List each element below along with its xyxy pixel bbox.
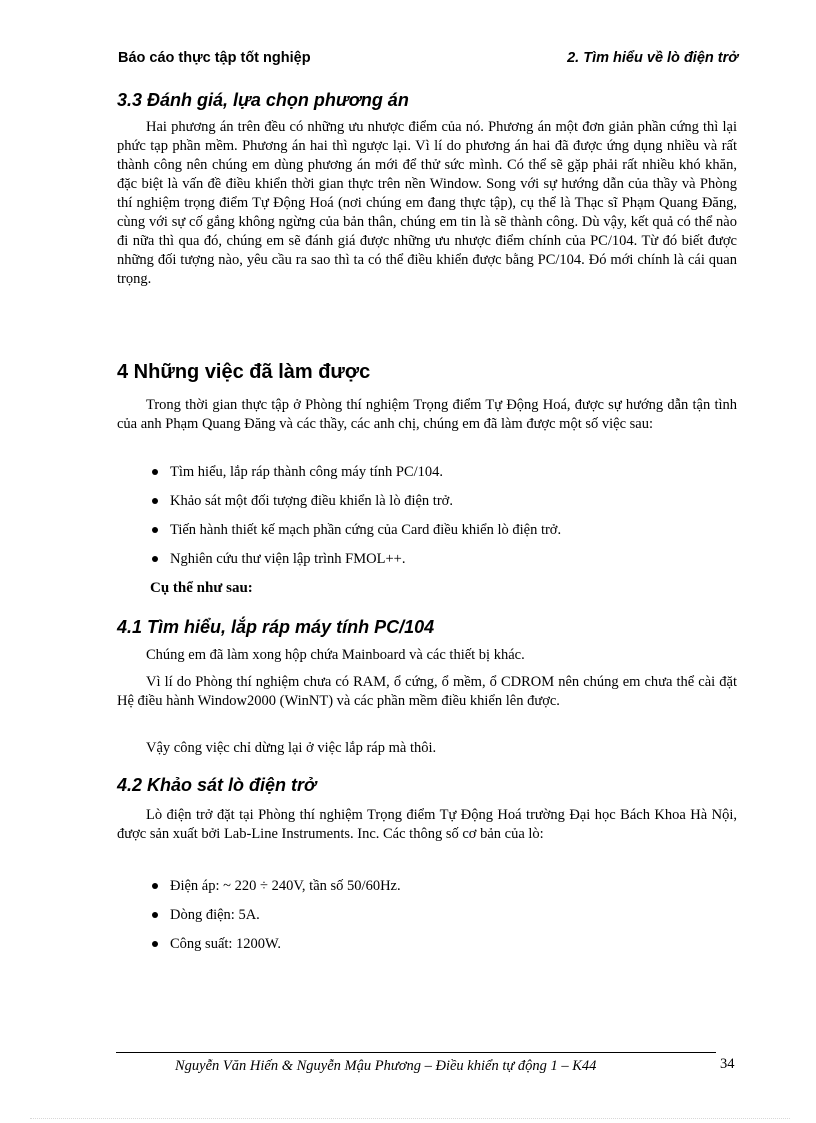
footer-divider (116, 1052, 716, 1053)
page-header (118, 50, 738, 70)
paragraph-4-2: Lò điện trở đặt tại Phòng thí nghiệm Trọng điểm Tự Động Hoá trường Đại học Bách Khoa Hà Nội, được sản xuất bởi Lab-Line Instruments. Inc. Các thông số cơ bản của lò: (117, 807, 737, 842)
paragraph-4-1-b: Vì lí do Phòng thí nghiệm chưa có RAM, ổ cứng, ổ mềm, ổ CDROM nên chúng em chưa thể cài đặt Hệ điều hành Window2000 (WinNT) và các phần mềm điều khiển lên được. (117, 674, 737, 709)
list-item: Dòng điện: 5A. (150, 906, 740, 935)
list-item: Tìm hiểu, lắp ráp thành công máy tính PC/104. (150, 463, 740, 492)
list-item: Điện áp: ~ 220 ÷ 240V, tần số 50/60Hz. (150, 877, 740, 906)
detail-label: Cụ thể như sau: (150, 580, 253, 596)
paragraph-3-3: Hai phương án trên đều có những ưu nhược điểm của nó. Phương án một đơn giản phần cứng thì lại phức tạp phần mềm. Phương án hai thì ngược lại. Vì lí do phương án hai đã được ứng dụng nhiều và rất thành công nên chúng em dùng phương án mới để thử sức mình. Có thể sẽ gặp phải rất nhiều khó khăn, đặc biệt là vấn đề điều khiển thời gian thực trên nền Window. Song với sự hướng dẫn của thầy và Phòng thí nghiệm trọng điểm Tự Động Hoá (nơi chúng em đang thực tập), cụ thể là Thạc sĩ Phạm Quang Đăng, cùng với sự cố gắng không ngừng của bản thân, chúng em tin là sẽ thành công. Dù vậy, kết quả có thể nào đi nữa thì qua đó, chúng em sẽ đánh giá được những ưu nhược điểm chính của PC/104. Từ đó biết được những đối tượng nào, yêu cầu ra sao thì ta có thể điều khiển được bằng PC/104. Đó mới chính là cái quan trọng. (117, 119, 737, 287)
footer-authors: Nguyễn Văn Hiến & Nguyễn Mậu Phương – Điều khiển tự động 1 – K44 (175, 1058, 597, 1074)
bullet-list-specs (150, 877, 740, 964)
heading-4-2: 4.2 Khảo sát lò điện trở (117, 775, 317, 795)
page-number: 34 (720, 1056, 735, 1072)
paragraph-4-intro: Trong thời gian thực tập ở Phòng thí nghiệm Trọng điểm Tự Động Hoá, được sự hướng dẫn tận tình của anh Phạm Quang Đăng và các thầy, các anh chị, chúng em đã làm được một số việc sau: (117, 397, 737, 432)
page-edge-divider (30, 1118, 790, 1119)
list-item: Nghiên cứu thư viện lập trình FMOL++. (150, 550, 740, 579)
list-item: Khảo sát một đối tượng điều khiển là lò điện trở. (150, 492, 740, 521)
paragraph-4-1-a: Chúng em đã làm xong hộp chứa Mainboard và các thiết bị khác. (146, 647, 525, 663)
heading-3-3: 3.3 Đánh giá, lựa chọn phương án (117, 90, 409, 110)
header-chapter-title: 2. Tìm hiểu về lò điện trở (567, 50, 738, 66)
heading-4: 4 Những việc đã làm được (117, 361, 371, 383)
paragraph-4-1-c: Vậy công việc chỉ dừng lại ở việc lắp ráp mà thôi. (146, 740, 437, 756)
header-report-title: Báo cáo thực tập tốt nghiệp (118, 50, 311, 66)
heading-4-1: 4.1 Tìm hiểu, lắp ráp máy tính PC/104 (117, 617, 435, 637)
list-item: Tiến hành thiết kế mạch phần cứng của Card điều khiển lò điện trở. (150, 521, 740, 550)
bullet-list-tasks (150, 463, 740, 579)
list-item: Công suất: 1200W. (150, 935, 740, 964)
